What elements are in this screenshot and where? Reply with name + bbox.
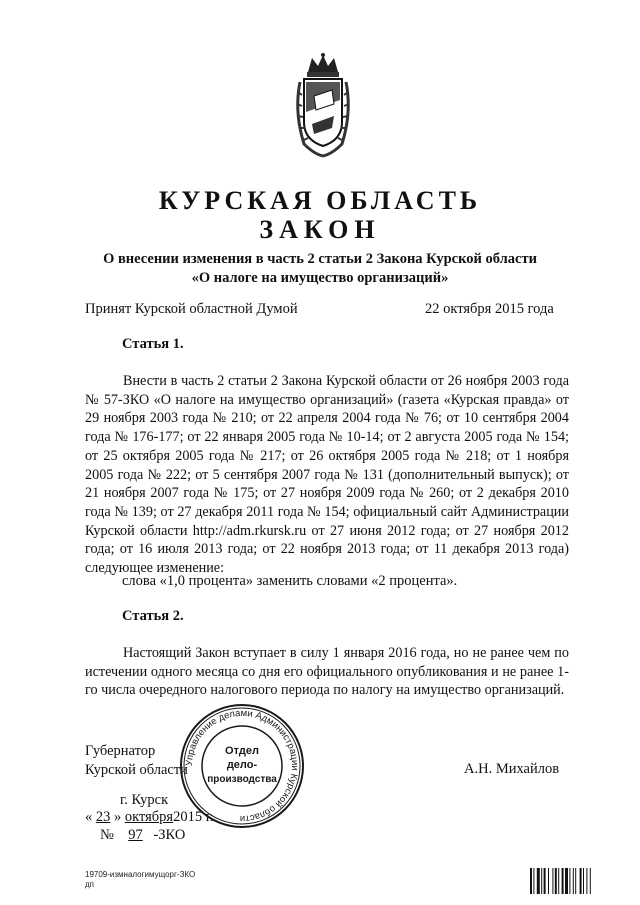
governor-title-line2: Курской области <box>85 762 188 778</box>
barcode-bar <box>569 868 570 894</box>
law-number <box>100 827 185 844</box>
article1-text: Внести в часть 2 статьи 2 Закона Курской области от 26 ноября 2003 года № 57-ЗКО «О налоге на имущество организаций» (газета «Курская правда» от 29 ноября 2003 года № 210; от 22 апреля 2004 года № 76; от 10 сентября 2004 года № 176-177; от 22 января 2005 года № 10-14; от 2 августа 2005 года № 154; от 25 октября 2005 года № 217; от 26 октября 2005 года № 218; от 1 ноября 2005 года № 222; от 5 сентября 2007 года № 131 (дополнительный выпуск); от 21 ноября 2007 года № 175; от 27 ноября 2009 года № 260; от 2 декабря 2010 года № 139; от 27 декабря 2011 года № 154; официальный сайт Администрации Курской области http://adm.rkursk.ru от 27 июня 2012 года; от 27 ноября 2012 года; от 16 июля 2013 года; от 22 ноября 2013 года; от 11 декабря 2013 года) следующее изменение: <box>85 373 569 577</box>
number-value: 97 <box>128 827 143 843</box>
barcode-bar <box>548 868 549 894</box>
article2-heading: Статья 2. <box>122 608 184 624</box>
stamp-center-line2: дело- <box>226 759 258 771</box>
date-month: октября <box>124 809 174 825</box>
barcode-bar <box>555 868 557 894</box>
official-stamp <box>178 702 306 830</box>
barcode-bar <box>573 868 574 894</box>
law-subtitle-line2: «О налоге на имущество организаций» <box>191 270 449 286</box>
footer-file-ref: 19709-измналогимущорг-ЗКО <box>85 870 196 879</box>
adopted-date: 22 октября 2015 года <box>425 301 554 317</box>
document-type-title: ЗАКОН <box>259 215 381 244</box>
date-close-quote: » <box>114 809 122 825</box>
barcode-bar <box>580 868 582 894</box>
barcode-bar <box>565 868 568 894</box>
barcode-bar <box>537 868 540 894</box>
number-suffix: -ЗКО <box>153 827 186 843</box>
governor-title-line1: Губернатор <box>85 743 156 759</box>
coat-of-arms-emblem <box>294 52 352 160</box>
date-year: 2015 г. <box>173 809 214 825</box>
number-sign: № <box>100 827 114 843</box>
barcode-bar <box>533 868 534 894</box>
barcode-bar <box>541 868 542 894</box>
article1-change: слова «1,0 процента» заменить словами «2 процента». <box>122 573 458 589</box>
barcode-bar <box>575 868 576 894</box>
signing-city: г. Курск <box>120 792 169 808</box>
article1-heading: Статья 1. <box>122 336 184 352</box>
law-subtitle-line1: О внесении изменения в часть 2 статьи 2 Закона Курской области <box>103 251 537 267</box>
barcode-bar <box>530 868 532 894</box>
stamp-center-line1: Отдел <box>225 745 259 757</box>
barcode-icon <box>530 868 616 894</box>
date-open-quote: « <box>85 809 93 825</box>
stamp-center-line3: производства <box>207 774 277 785</box>
barcode-bar <box>558 868 559 894</box>
barcode-bar <box>586 868 587 894</box>
region-title: КУРСКАЯ ОБЛАСТЬ <box>158 186 482 215</box>
article2-text: Настоящий Закон вступает в силу 1 января 2016 года, но не ранее чем по истечении одного месяца со дня его официального опубликования и не ранее 1-го числа очередного налогового периода по налогу на имущество организаций. <box>85 645 569 699</box>
barcode-bar <box>562 868 564 894</box>
footer-initials: дп <box>85 880 94 889</box>
governor-name: А.Н. Михайлов <box>464 761 560 777</box>
barcode-bar <box>552 868 553 894</box>
barcode-bar <box>544 868 546 894</box>
stamp-ring-text: Управление делами Администрации Курской области <box>183 707 301 825</box>
adopted-by: Принят Курской областной Думой <box>85 301 298 317</box>
footer-reference <box>85 870 195 890</box>
barcode-bar <box>590 868 591 894</box>
barcode-bar <box>583 868 584 894</box>
governor-title <box>85 742 188 780</box>
date-day: 23 <box>95 809 111 825</box>
